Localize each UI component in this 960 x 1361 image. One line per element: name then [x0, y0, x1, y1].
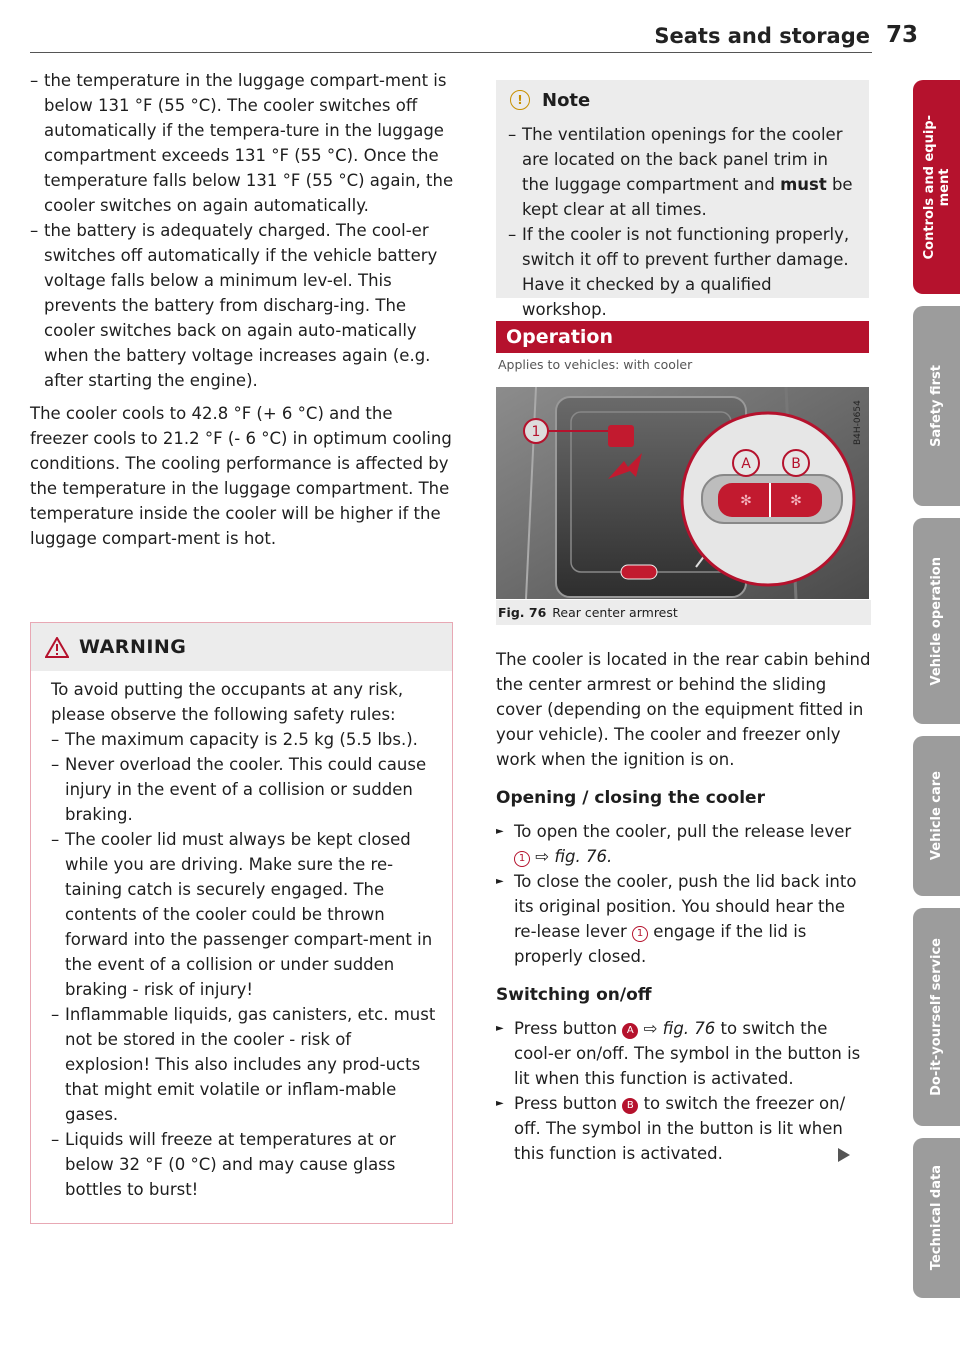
cooling-paragraph: The cooler cools to 42.8 °F (+ 6 °C) and the freezer cools to 21.2 °F (- 6 °C) in optimum cooling conditions. The cooling performance is affected by the temperature in the luggage compartment. The temperature inside the cooler will be higher if the luggage compart-ment is hot.	[30, 404, 452, 548]
side-tab-vehicle-operation[interactable]	[913, 518, 960, 724]
svg-text:✻: ✻	[740, 493, 752, 509]
step-text: Press button	[514, 1019, 623, 1038]
warning-box	[30, 622, 453, 1224]
side-tab-vehicle-care[interactable]	[913, 736, 960, 896]
step-text: Press button	[514, 1094, 623, 1113]
figure-number: Fig. 76	[498, 605, 547, 620]
continued-arrow-icon	[838, 1148, 850, 1162]
figure-caption	[496, 600, 871, 625]
side-tab-safety[interactable]	[913, 306, 960, 506]
right-column	[496, 647, 872, 1166]
condition-list	[30, 68, 454, 393]
side-tab-label: Do-it-yourself service	[929, 938, 944, 1096]
left-column	[30, 68, 454, 551]
figure-reference[interactable]: ⇨ fig. 76	[643, 1019, 716, 1038]
switching-steps	[496, 1016, 872, 1166]
label-b: B	[791, 456, 801, 472]
side-tab-label: Vehicle operation	[929, 556, 944, 686]
list-item	[508, 122, 855, 222]
step-text: to switch the cool-er on/off. The symbol in the button is lit when this function is activated.	[514, 1019, 861, 1088]
figure-caption-text: Rear center armrest	[552, 605, 678, 620]
header-divider	[30, 52, 872, 53]
svg-text:✻: ✻	[790, 493, 802, 509]
list-item	[496, 819, 872, 869]
side-tab-diy-service[interactable]	[913, 908, 960, 1126]
side-tab-label: Vehicle care	[929, 771, 944, 861]
running-title: Seats and storage	[654, 24, 870, 48]
callout-b: B	[622, 1098, 638, 1114]
note-emphasis: must	[780, 175, 827, 194]
info-exclamation-icon: !	[510, 90, 530, 110]
warning-title: WARNING	[79, 636, 187, 658]
note-title: Note	[542, 89, 591, 111]
operation-intro: The cooler is located in the rear cabin behind the center armrest or behind the sliding cover (depending on the equipment fitted in your vehicle). The cooler and freezer only work when the ignition is on.	[496, 650, 871, 769]
note-text: be kept clear at all times.	[522, 175, 853, 219]
figure-code: B4H-0654	[853, 400, 863, 445]
figure-armrest	[496, 387, 869, 599]
list-item: – the battery is adequately charged. The cool-er switches off automatically if the vehicle battery voltage falls below a minimum lev-el. This prevents the battery from discharg-ing. The cooler switches back on again auto-matically when the battery voltage increases again (e.g. after starting the engine).	[30, 218, 454, 393]
list-item: – Liquids will freeze at temperatures at or below 32 °F (0 °C) and may cause glass bottles to burst!	[51, 1127, 438, 1202]
side-tab-technical-data[interactable]	[913, 1138, 960, 1298]
callout-1: 1	[632, 926, 648, 942]
step-text: To open the cooler, pull the release lever	[514, 822, 852, 841]
armrest-illustration	[496, 387, 869, 599]
section-banner: Operation	[496, 321, 869, 353]
list-item: – If the cooler is not functioning properly, switch it off to prevent further damage. Have it checked by a qualified workshop.	[508, 222, 855, 322]
warning-intro: To avoid putting the occupants at any risk, please observe the following safety rules:	[51, 680, 404, 724]
side-tab-label: Controls and equip- ment	[921, 114, 952, 260]
heading-opening-closing: Opening / closing the cooler	[496, 788, 765, 808]
note-text: The ventilation openings for the cooler are located on the back panel trim in the luggage compartment and	[522, 125, 843, 194]
list-item: – Inflammable liquids, gas canisters, etc. must not be stored in the cooler - risk of explosion! This also includes any prod-ucts that might emit volatile or inflam-mable gases.	[51, 1002, 438, 1127]
note-box	[496, 80, 869, 319]
list-item: – The maximum capacity is 2.5 kg (5.5 lbs.).	[51, 727, 438, 752]
list-item	[496, 869, 872, 969]
page-number: 73	[886, 22, 919, 48]
callout-1: 1	[514, 851, 530, 867]
side-tab-label: Technical data	[929, 1165, 944, 1271]
list-item: – The cooler lid must always be kept closed while you are driving. Make sure the re-taining catch is securely engaged. The contents of the cooler could be thrown forward into the passenger compart-ment in the event of a collision or under sudden braking - risk of injury!	[51, 827, 438, 1002]
label-1: 1	[531, 424, 541, 440]
side-tab-controls[interactable]	[913, 80, 960, 294]
heading-switching: Switching on/off	[496, 985, 652, 1005]
warning-header	[31, 623, 452, 671]
warning-list	[51, 727, 438, 1202]
side-tab-label: Safety first	[929, 365, 944, 447]
step-text: to switch the freezer on/ off. The symbol in the button is lit when this function is activated.	[514, 1094, 846, 1163]
list-item	[496, 1016, 872, 1091]
list-item: – the temperature in the luggage compart-ment is below 131 °F (55 °C). The cooler switches off automatically if the tempera-ture in the luggage compartment exceeds 131 °F (55 °C). Once the temperature falls below 131 °F (55 °C) again, the cooler switches on again automatically.	[30, 68, 454, 218]
note-list	[508, 122, 855, 322]
step-text: engage if the lid is properly closed.	[514, 922, 807, 966]
step-text: To close the cooler, push the lid back into its original position. You should hear the re-lease lever	[514, 872, 857, 941]
applies-to-note: Applies to vehicles: with cooler	[498, 357, 693, 372]
list-item	[496, 1091, 872, 1166]
note-header	[496, 80, 869, 120]
warning-triangle-icon	[45, 637, 69, 658]
label-a: A	[741, 456, 751, 472]
opening-steps	[496, 819, 872, 969]
figure-reference[interactable]: ⇨ fig. 76.	[535, 847, 613, 866]
callout-a: A	[622, 1023, 638, 1039]
list-item: – Never overload the cooler. This could cause injury in the event of a collision or sudden braking.	[51, 752, 438, 827]
